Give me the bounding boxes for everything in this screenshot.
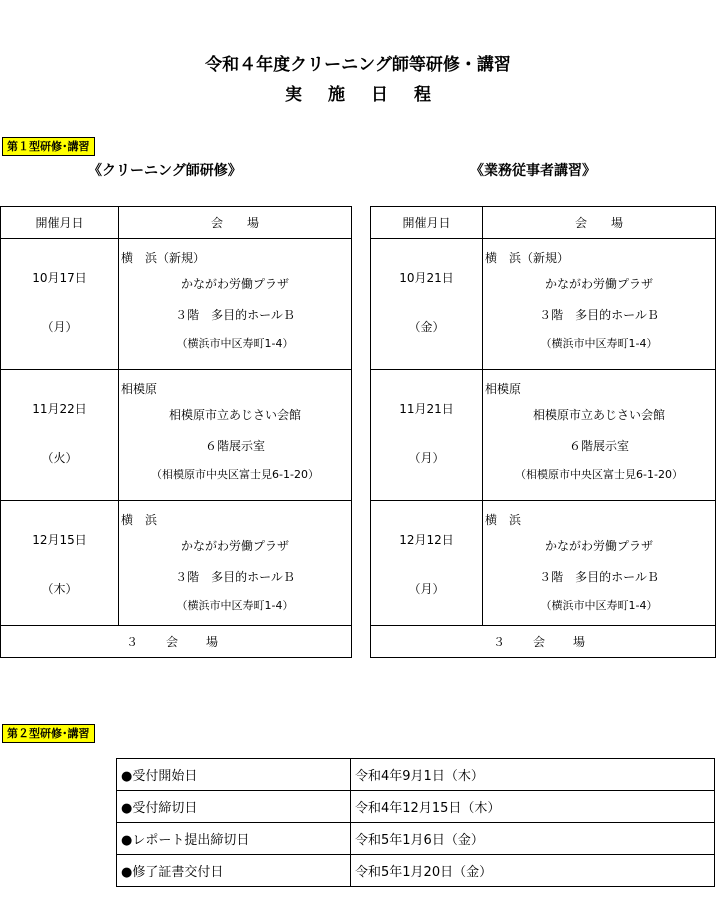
date-text: 10月21日 (399, 271, 454, 285)
venue-address: （横浜市中区寿町1-4） (176, 337, 294, 350)
info-value: 令和5年1月6日（金） (351, 823, 715, 855)
left-table-heading: 《クリーニング師研修》 (88, 163, 242, 179)
venue-name: 相模原市立あじさい会館 (168, 408, 301, 422)
info-value: 令和4年12月15日（木） (351, 791, 715, 823)
date-text: 12月15日 (32, 533, 87, 547)
weekday-text: （月） (41, 320, 78, 334)
venue-floor: ３階 多目的ホールＢ (175, 308, 295, 322)
page-title: 令和４年度クリーニング師等研修・講習 (205, 55, 511, 75)
info-value: 令和4年9月1日（木） (351, 759, 715, 791)
table-row (1, 370, 352, 501)
page-subtitle: 実施日程 (285, 85, 457, 105)
venue-city: 横 浜（新規） (121, 251, 206, 265)
venue-city: 横 浜 (485, 513, 522, 527)
info-table (116, 758, 715, 887)
table-row (371, 370, 716, 501)
right-table-heading: 《業務従事者講習》 (470, 163, 596, 179)
venue-city: 相模原 (121, 382, 158, 396)
weekday-text: （木） (41, 582, 78, 596)
total-venues: ３ 会 場 (371, 626, 716, 658)
table-row (117, 855, 715, 887)
info-label: ●受付締切日 (117, 791, 351, 823)
venue-floor: ３階 多目的ホールＢ (539, 570, 659, 584)
table-row (1, 501, 352, 626)
col-date-header: 開催月日 (371, 207, 483, 239)
table-row (117, 759, 715, 791)
venue-address: （横浜市中区寿町1-4） (540, 337, 658, 350)
venue-name: かながわ労働プラザ (544, 277, 653, 291)
info-label: ●レポート提出締切日 (117, 823, 351, 855)
date-text: 12月12日 (399, 533, 454, 547)
venue-floor: ３階 多目的ホールＢ (175, 570, 295, 584)
weekday-text: （月） (408, 582, 445, 596)
table-row (371, 239, 716, 370)
total-venues: ３ 会 場 (1, 626, 352, 658)
venue-floor: ６階展示室 (568, 439, 629, 453)
venue-name: 相模原市立あじさい会館 (532, 408, 665, 422)
info-label: ●受付開始日 (117, 759, 351, 791)
venue-name: かながわ労働プラザ (544, 539, 653, 553)
section1-badge: 第１型研修･講習 (2, 137, 95, 156)
venue-address: （相模原市中央区富士見6-1-20） (515, 468, 683, 481)
date-text: 10月17日 (32, 271, 87, 285)
table-row (117, 791, 715, 823)
table-row (117, 823, 715, 855)
venue-address: （横浜市中区寿町1-4） (176, 599, 294, 612)
weekday-text: （月） (408, 451, 445, 465)
weekday-text: （金） (408, 320, 445, 334)
col-venue-header: 会 場 (119, 207, 352, 239)
venue-city: 相模原 (485, 382, 522, 396)
venue-name: かながわ労働プラザ (180, 539, 289, 553)
venue-address: （相模原市中央区富士見6-1-20） (151, 468, 319, 481)
info-label: ●修了証書交付日 (117, 855, 351, 887)
date-text: 11月21日 (399, 402, 454, 416)
venue-city: 横 浜 (121, 513, 158, 527)
right-schedule-table (370, 206, 716, 658)
table-row (371, 501, 716, 626)
col-venue-header: 会 場 (483, 207, 716, 239)
info-value: 令和5年1月20日（金） (351, 855, 715, 887)
weekday-text: （火） (41, 451, 78, 465)
venue-floor: ３階 多目的ホールＢ (539, 308, 659, 322)
venue-address: （横浜市中区寿町1-4） (540, 599, 658, 612)
date-text: 11月22日 (32, 402, 87, 416)
left-schedule-table (0, 206, 352, 658)
table-row (1, 239, 352, 370)
venue-city: 横 浜（新規） (485, 251, 570, 265)
venue-floor: ６階展示室 (204, 439, 265, 453)
venue-name: かながわ労働プラザ (180, 277, 289, 291)
section2-badge: 第２型研修･講習 (2, 724, 95, 743)
col-date-header: 開催月日 (1, 207, 119, 239)
